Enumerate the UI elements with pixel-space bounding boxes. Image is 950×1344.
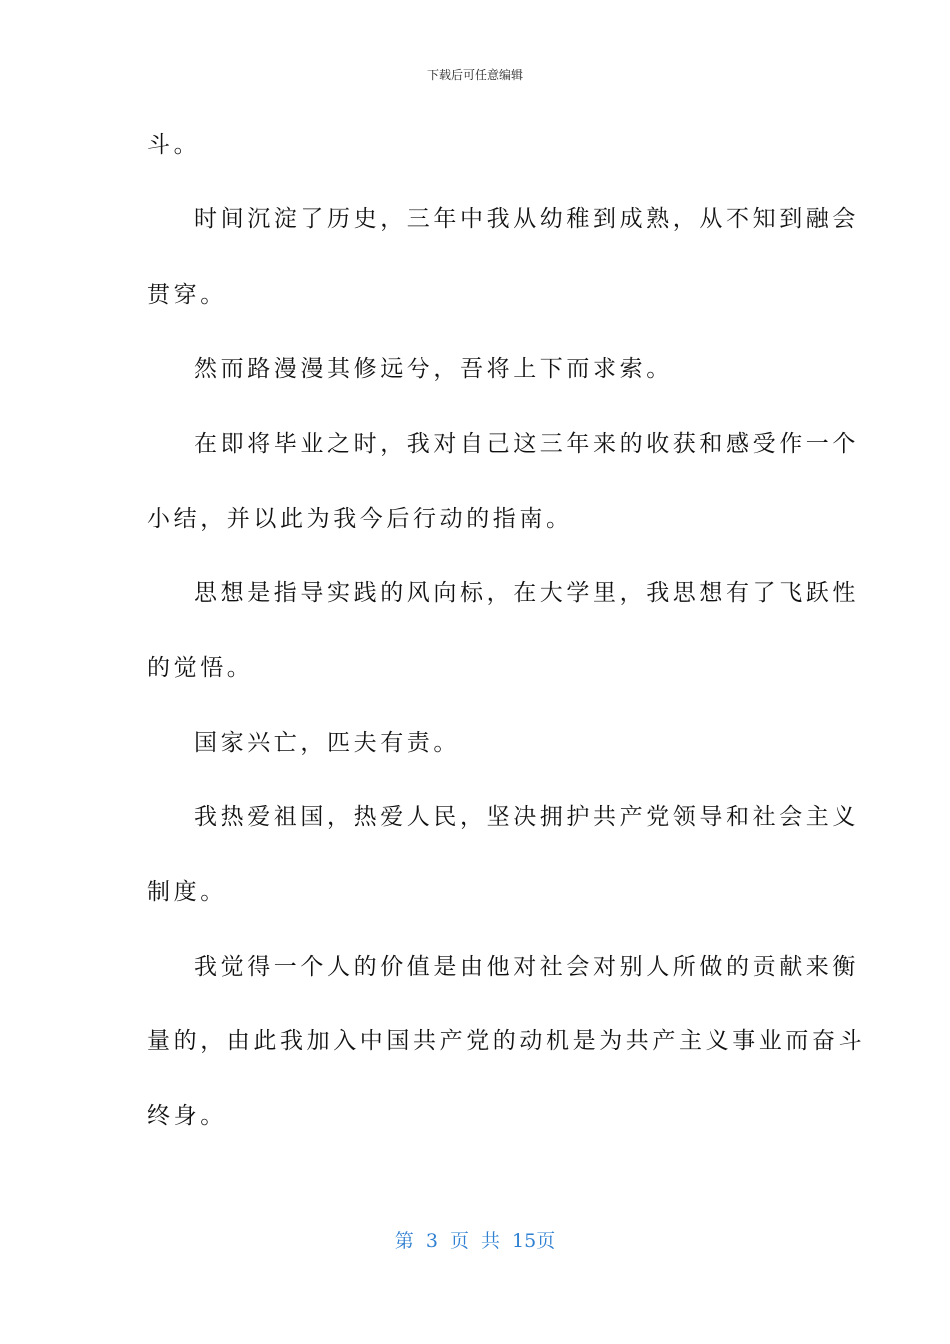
text-line: 时间沉淀了历史，三年中我从幼稚到成熟，从不知到融会	[194, 206, 859, 232]
text-line: 量的，由此我加入中国共产党的动机是为共产主义事业而奋斗	[147, 1028, 866, 1054]
text-line: 国家兴亡，匹夫有责。	[194, 730, 460, 756]
page-header: 下载后可任意编辑	[426, 68, 523, 82]
text-line: 小结，并以此为我今后行动的指南。	[147, 506, 573, 532]
text-line: 制度。	[147, 879, 227, 905]
text-line: 的觉悟。	[147, 655, 254, 681]
text-line: 然而路漫漫其修远兮，吾将上下而求索。	[194, 356, 673, 382]
text-line: 思想是指导实践的风向标，在大学里，我思想有了飞跃性	[194, 580, 859, 606]
text-line: 在即将毕业之时，我对自己这三年来的收获和感受作一个	[194, 431, 859, 457]
text-line: 终身。	[147, 1103, 227, 1129]
text-line: 贯穿。	[147, 282, 227, 308]
text-line: 斗。	[147, 132, 201, 158]
text-line: 我热爱祖国，热爱人民，坚决拥护共产党领导和社会主义	[194, 804, 859, 830]
text-line: 我觉得一个人的价值是由他对社会对别人所做的贡献来衡	[194, 954, 859, 980]
page-number: 第 3 页 共 15页	[394, 1230, 556, 1252]
